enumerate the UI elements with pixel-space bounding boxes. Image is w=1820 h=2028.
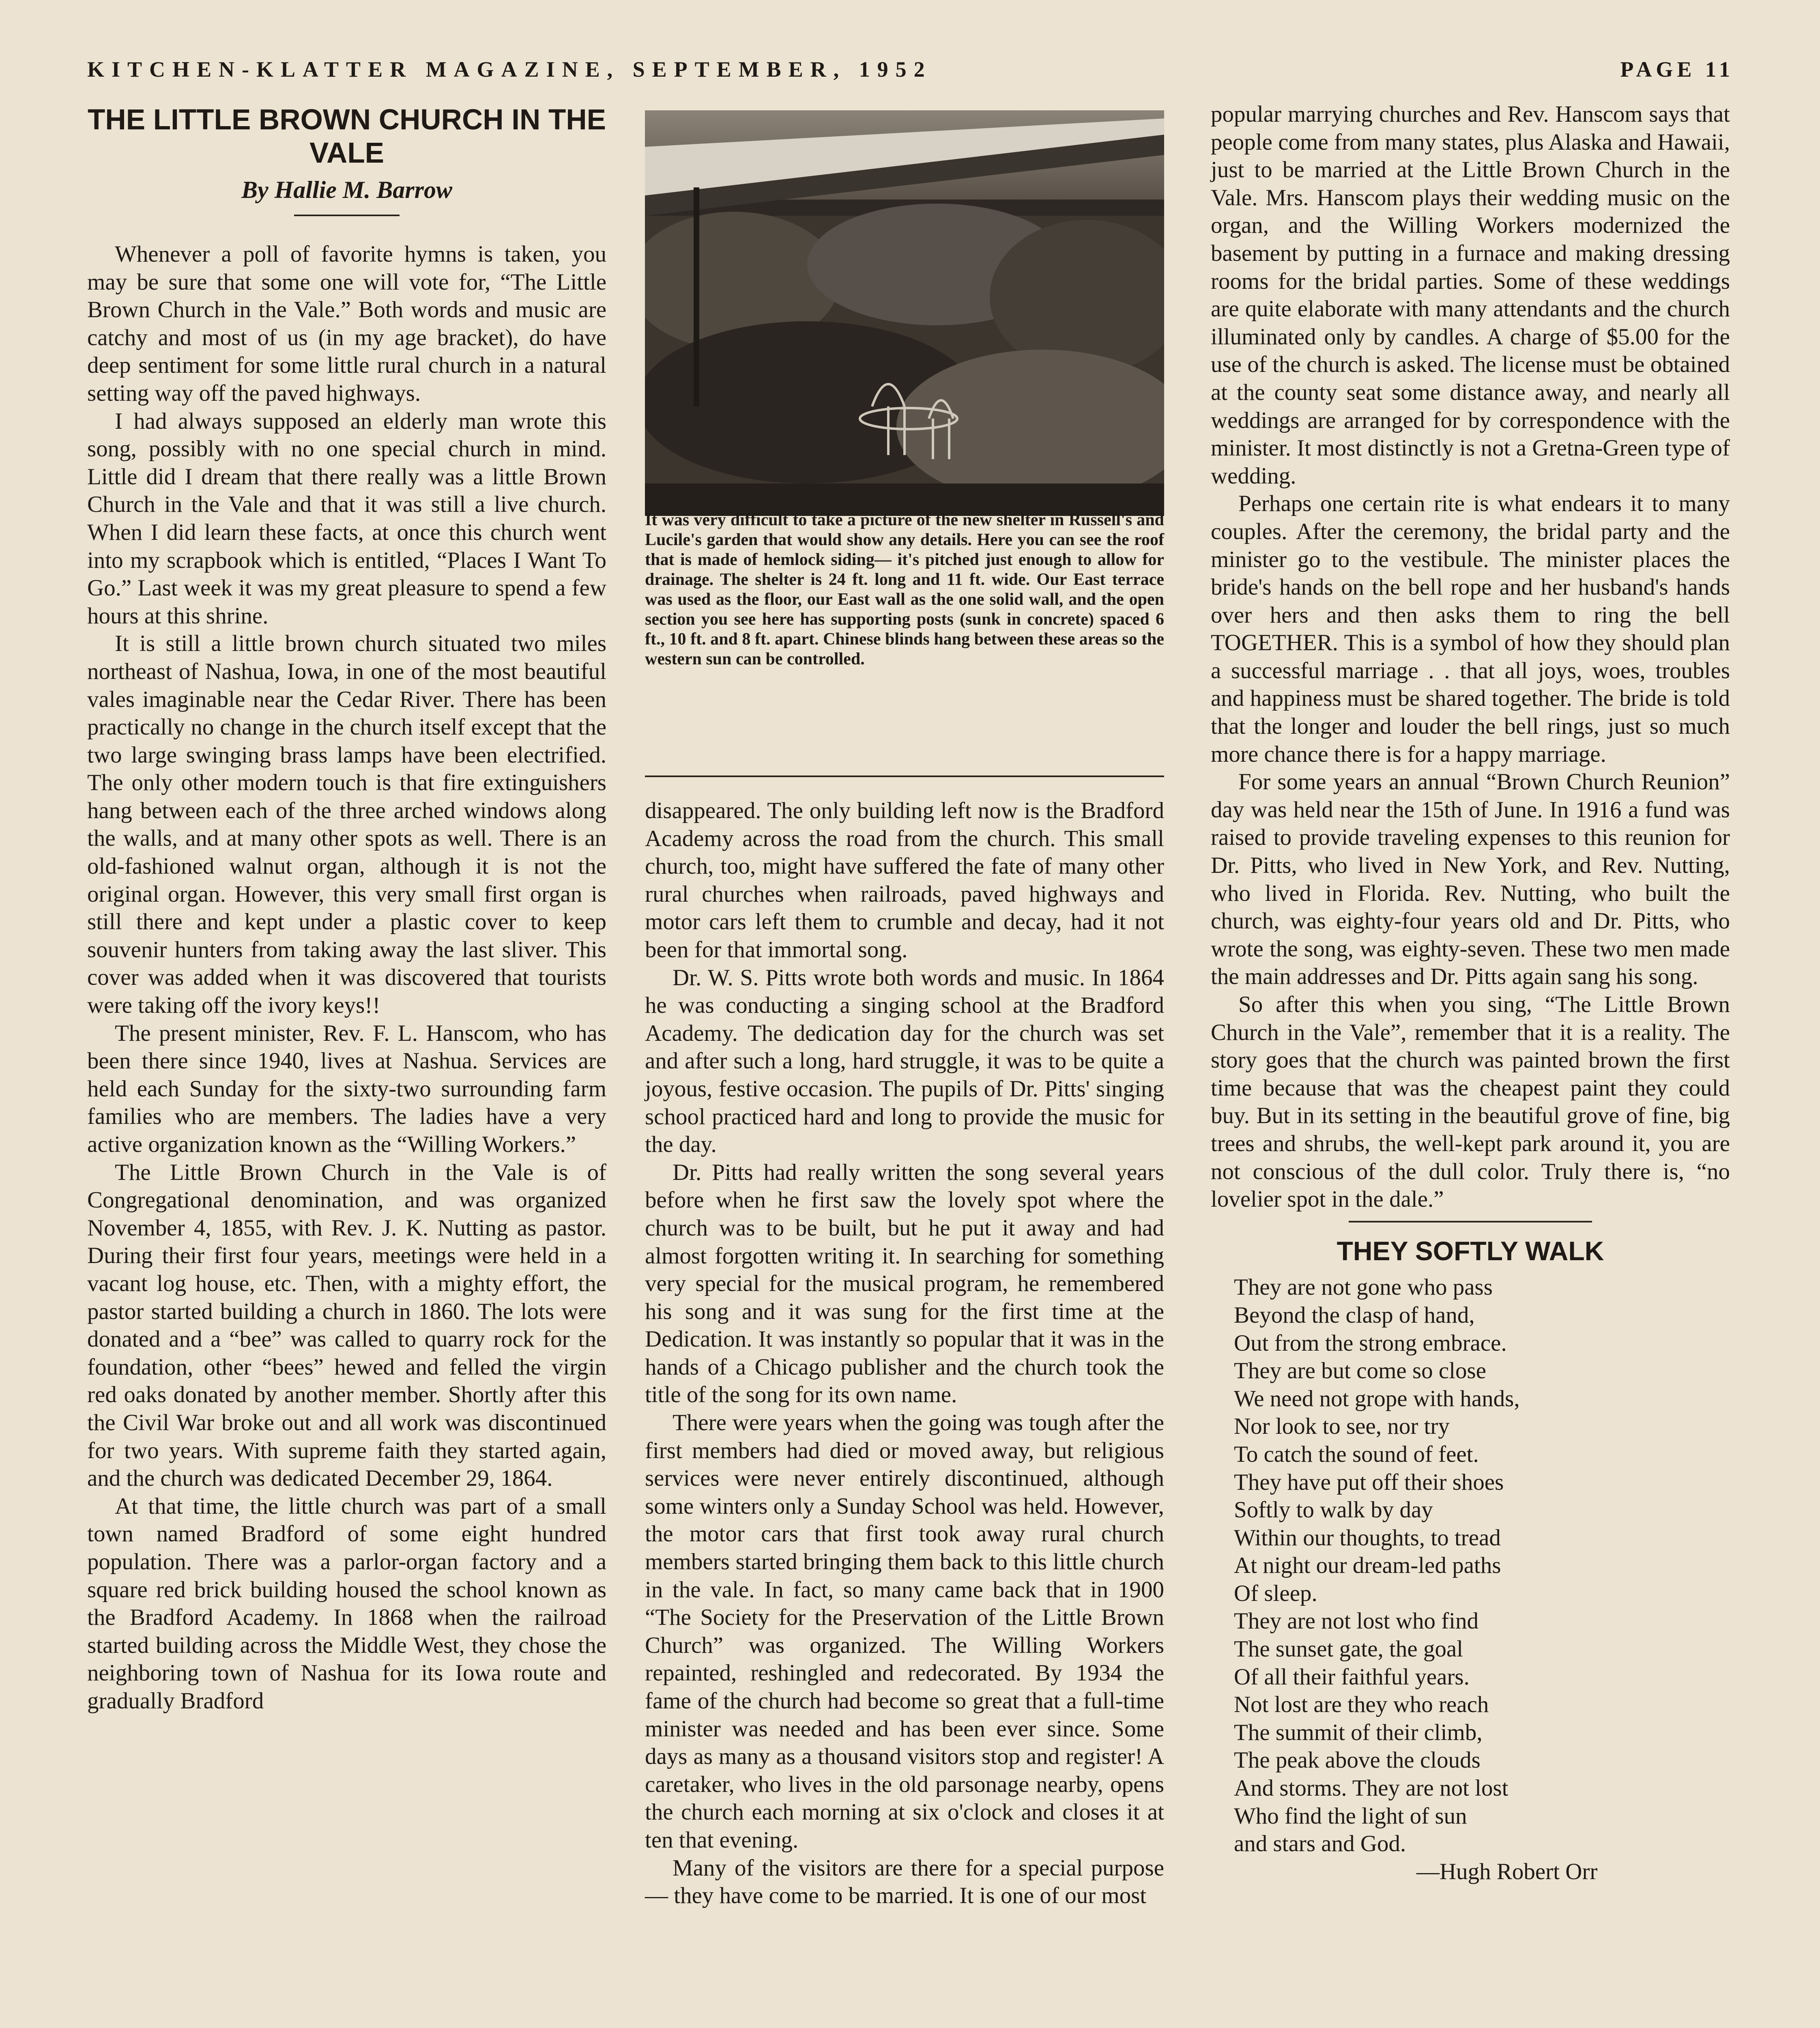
- poem-line: We need not grope with hands,: [1234, 1386, 1520, 1411]
- poem-line: And storms. They are not lost: [1234, 1775, 1508, 1801]
- paragraph: disappeared. The only building left now is the Bradford Academy across the road from the church. This small church, too, might have suffered the fate of many other rural churches when railroads, paved highways and motor cars left them to crumble and decay, had it not been for that immortal song.: [645, 798, 1164, 962]
- paragraph: For some years an annual “Brown Church Reunion” day was held near the 15th of June. In 1916 a fund was raised to provide traveling expenses to this reunion for Dr. Pitts, who lived in New York, and Rev. Nutting, who lived in Florida. Rev. Nutting, who built the church, was eighty-four years old and Dr. Pitts, who wrote the song, was eighty-seven. These two men made the main addresses and Dr. Pitts again sang his song.: [1211, 769, 1730, 990]
- poem-line: The summit of their climb,: [1234, 1719, 1483, 1745]
- paragraph: I had always supposed an elderly man wrote this song, possibly with no one special church in mind. Little did I dream that there really was a little Brown Church in the Vale and that it was still a live church. When I did learn these facts, at once this church went into my scrapbook which is entitled, “Places I Want To Go.” Last week it was my great pleasure to spend a few hours at this shrine.: [87, 408, 606, 629]
- poem-line: Nor look to see, nor try: [1234, 1414, 1450, 1439]
- poem-title: THEY SOFTLY WALK: [1337, 1235, 1604, 1266]
- poem-line: To catch the sound of feet.: [1234, 1441, 1479, 1467]
- paragraph: So after this when you sing, “The Little Brown Church in the Vale”, remember that it is a reality. The story goes that the church was painted brown the first time because that was the cheapest paint they could buy. But in its setting in the beautiful grove of fine, big trees and shrubs, the well-kept park around it, you are not conscious of the dull color. Truly there is, “no lovelier spot in the dale.”: [1211, 992, 1730, 1212]
- photo-caption: It was very difficult to take a picture of the new shelter in Russell's and Lucile's garden that would show any details. Here you can see the roof that is made of hemlock siding— it's pitched just enough to allow for drainage. The shelter is 24 ft. long and 11 ft. wide. Our East terrace was used as the floor, our East wall as the one solid wall, and the open section you see here has supporting posts (sunk in concrete) spaced 6 ft., 10 ft. and 8 ft. apart. Chinese blinds hang between these areas so the western sun can be controlled.: [645, 511, 1164, 668]
- paragraph: It is still a little brown church situated two miles northeast of Nashua, Iowa, in one of the most beautiful vales imaginable near the Cedar River. There has been practically no change in the church itself except that the two large swinging brass lamps have been electrified. The only other modern touch is that fire extinguishers hang between each of the three arched windows along the walls, and at many other spots as well. There is an old-fashioned walnut organ, although it is not the original organ. However, this very small first organ is still there and kept under a plastic cover to keep souvenir hunters from taking away the last sliver. This cover was added when it was discovered that tourists were taking off the ivory keys!!: [87, 631, 606, 1018]
- article-column-2: [645, 797, 1164, 1910]
- poem-divider: [1349, 1221, 1592, 1222]
- garden-shelter-photo: [645, 110, 1164, 516]
- article-title: THE LITTLE BROWN CHURCH IN THE VALE: [88, 104, 606, 169]
- poem-line: The sunset gate, the goal: [1234, 1636, 1463, 1662]
- poem-line: Who find the light of sun: [1234, 1803, 1467, 1829]
- poem-line: They are but come so close: [1234, 1358, 1487, 1384]
- article-byline: By Hallie M. Barrow: [241, 176, 453, 203]
- paragraph: popular marrying churches and Rev. Hanscom says that people come from many states, plus Alaska and Hawaii, just to be married at the Little Brown Church in the Vale. Mrs. Hanscom plays their wedding music on the organ, and the Willing Workers modernized the basement by putting in a furnace and making dressing rooms for the bridal parties. Some of these weddings are quite elaborate with many attendants and the church illuminated only by candles. A charge of $5.00 for the use of the church is asked. The license must be obtained at the county seat some distance away, and nearly all weddings are arranged for by correspondence with the minister. It most distinctly is not a Gretna-Green type of wedding.: [1211, 101, 1730, 489]
- paragraph: The present minister, Rev. F. L. Hanscom, who has been there since 1940, lives at Nashua. Services are held each Sunday for the sixty-two surrounding farm families who are members. The ladies have a very active organization known as the “Willing Workers.”: [87, 1020, 606, 1157]
- paragraph: Dr. Pitts had really written the song several years before when he first saw the lovely spot where the church was to be built, but he put it away and had almost forgotten writing it. In searching for something very special for the musical program, he remembered his song and it was sung for the first time at the Dedication. It was instantly so popular that it was in the hands of a Chicago publisher and the church took the title of the song for its own name.: [645, 1159, 1164, 1408]
- photo-illustration: [645, 110, 1164, 516]
- poem-line: Softly to walk by day: [1234, 1497, 1433, 1523]
- poem-line: Out from the strong embrace.: [1234, 1330, 1507, 1356]
- paragraph: The Little Brown Church in the Vale is of Congregational denomination, and was organized November 4, 1855, with Rev. J. K. Nutting as pastor. During their first four years, meetings were held in a vacant log house, etc. Then, with a mighty effort, the pastor started building a church in 1860. The lots were donated and a “bee” was called to quarry rock for the foundation, other “bees” hewed and felled the virgin red oaks donated by another member. Shortly after this the Civil War broke out and all work was discontinued for two years. With supreme faith they started again, and the church was dedicated December 29, 1864.: [87, 1159, 606, 1491]
- poem-line: Of all their faithful years.: [1234, 1664, 1470, 1690]
- poem-line: Beyond the clasp of hand,: [1234, 1302, 1475, 1328]
- poem-line: Not lost are they who reach: [1234, 1692, 1489, 1718]
- article-column-3: [1211, 101, 1730, 1886]
- paragraph: Perhaps one certain rite is what endears it to many couples. After the ceremony, the bridal party and the minister go to the vestibule. The minister places the bride's hands on the bell rope and her husband's hands over hers and then asks them to ring the bell TOGETHER. This is a symbol of how they should plan a successful marriage . . that all joys, woes, troubles and happiness must be shared together. The bride is told that the longer and louder the bell rings, just so much more chance there is for a happy marriage.: [1211, 491, 1730, 767]
- paragraph: Dr. W. S. Pitts wrote both words and music. In 1864 he was conducting a singing school at the Bradford Academy. The dedication day for the church was set and after such a long, hard struggle, it was to be quite a joyous, festive occasion. The pupils of Dr. Pitts' singing school practiced hard and long to provide the music for the day.: [645, 965, 1164, 1158]
- poem-line: and stars and God.: [1234, 1831, 1406, 1857]
- poem-line: At night our dream-led paths: [1234, 1553, 1501, 1579]
- poem-author: —Hugh Robert Orr: [1416, 1858, 1598, 1884]
- poem-line: Of sleep.: [1234, 1580, 1317, 1606]
- caption-divider: [645, 776, 1164, 777]
- paragraph: There were years when the going was tough after the first members had died or moved away, but religious services were never entirely discontinued, although some winters only a Sunday School was held. However, the motor cars that first took away rural church members started bringing them back to this little church in the vale. In fact, so many came back that in 1900 “The Society for the Preservation of the Little Brown Church” was organized. The Willing Workers repainted, reshingled and redecorated. By 1934 the fame of the church had become so great that a full-time minister was needed and has been ever since. Some days as many as a thousand visitors stop and register! A caretaker, who lives in the old parsonage nearby, opens the church each morning at six o'clock and closes it at ten that evening.: [645, 1410, 1164, 1853]
- page-header: [87, 57, 1734, 89]
- poem-line: The peak above the clouds: [1234, 1747, 1480, 1773]
- paragraph: Many of the visitors are there for a special purpose — they have come to be married. It is one of our most: [645, 1855, 1164, 1909]
- paragraph: At that time, the little church was part of a small town named Bradford of some eight hundred population. There was a parlor-organ factory and a square red brick building housed the school known as the Bradford Academy. In 1868 when the railroad started building across the Middle West, they chose the neighboring town of Nashua for its Iowa route and gradually Bradford: [87, 1493, 606, 1714]
- poem-line: They are not lost who find: [1234, 1608, 1479, 1634]
- magazine-title-date: KITCHEN-KLATTER MAGAZINE, SEPTEMBER, 1952: [87, 57, 932, 82]
- poem-body: [1211, 1274, 1730, 1886]
- article-column-1: [87, 103, 606, 1715]
- title-divider: [294, 215, 400, 216]
- paragraph: Whenever a poll of favorite hymns is taken, you may be sure that some one will vote for, “The Little Brown Church in the Vale.” Both words and music are catchy and most of us (in my age bracket), do have deep sentiment for some little rural church in a natural setting way off the paved highways.: [87, 241, 606, 406]
- page-number: PAGE 11: [1620, 57, 1734, 82]
- poem-line: Within our thoughts, to tread: [1234, 1525, 1501, 1551]
- poem-line: They have put off their shoes: [1234, 1469, 1504, 1495]
- poem-line: They are not gone who pass: [1234, 1274, 1493, 1300]
